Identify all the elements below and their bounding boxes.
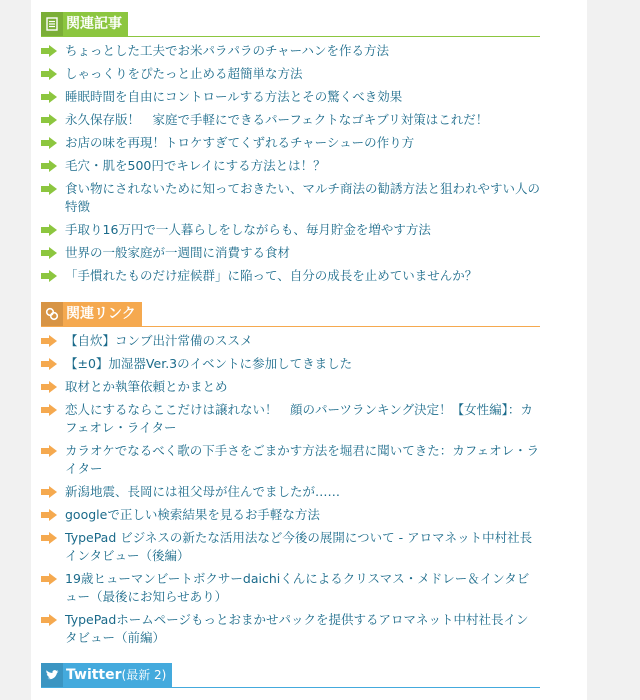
related-article-link[interactable]: 永久保存版！ 家庭で手軽にできるパーフェクトなゴキブリ対策はこれだ！	[65, 112, 489, 127]
twitter-subtitle: (最新 2)	[121, 668, 167, 682]
scrollbar-track[interactable]	[611, 0, 640, 700]
related-link-link[interactable]: 恋人にするならここだけは譲れない！ 顔のパーツランキング決定！【女性編】：カフェオレ・ライター	[65, 402, 533, 435]
related-article-link[interactable]: お店の味を再現！トロケすぎてくずれるチャーシューの作り方	[65, 135, 415, 150]
twitter-section	[41, 663, 540, 688]
arrow-bullet-icon	[41, 114, 57, 126]
related-article-item[interactable]	[41, 267, 540, 285]
arrow-bullet-icon	[41, 137, 57, 149]
arrow-bullet-icon	[41, 573, 57, 585]
related-links-tag	[41, 302, 142, 326]
arrow-bullet-icon	[41, 486, 57, 498]
related-article-link[interactable]: しゃっくりをぴたっと止める超簡単な方法	[65, 66, 303, 81]
related-link-item[interactable]	[41, 570, 540, 606]
related-article-link[interactable]: 毛穴・肌を500円でキレイにする方法とは！？	[65, 158, 326, 173]
related-articles-list	[41, 42, 540, 285]
arrow-bullet-icon	[41, 183, 57, 195]
related-article-item[interactable]	[41, 180, 540, 216]
related-link-link[interactable]: googleで正しい検索結果を見るお手軽な方法	[65, 507, 320, 522]
related-article-item[interactable]	[41, 221, 540, 239]
related-link-item[interactable]	[41, 611, 540, 647]
arrow-bullet-icon	[41, 45, 57, 57]
related-links-header	[41, 302, 540, 327]
related-article-link[interactable]: 「手慣れたものだけ症候群」に陥って、自分の成長を止めていませんか？	[65, 268, 478, 283]
related-articles-title: 関連記事	[66, 16, 122, 32]
related-link-item[interactable]	[41, 378, 540, 396]
related-link-link[interactable]: 19歳ヒューマンビートボクサーdaichiくんによるクリスマス・メドレー＆インタビュー（最後にお知らせあり）	[65, 571, 530, 604]
arrow-bullet-icon	[41, 532, 57, 544]
arrow-bullet-icon	[41, 68, 57, 80]
related-link-link[interactable]: TypePad ビジネスの新たな活用法など今後の展開について - アロマネット中村社長インタビュー（後編）	[65, 530, 533, 563]
related-article-item[interactable]	[41, 244, 540, 262]
twitter-header	[41, 663, 540, 688]
arrow-bullet-icon	[41, 509, 57, 521]
related-links-title: 関連リンク	[66, 306, 136, 322]
related-links-section	[41, 302, 540, 652]
related-article-link[interactable]: 食い物にされないために知っておきたい、マルチ商法の勧誘方法と狙われやすい人の特徴	[65, 181, 541, 214]
related-article-item[interactable]	[41, 111, 540, 129]
related-article-link[interactable]: 世界の一般家庭が一週間に消費する食材	[65, 245, 291, 260]
document-icon	[41, 12, 63, 36]
arrow-bullet-icon	[41, 247, 57, 259]
arrow-bullet-icon	[41, 445, 57, 457]
link-icon	[41, 302, 63, 326]
related-link-link[interactable]: 【±0】加湿器Ver.3のイベントに参加してきました	[65, 356, 353, 371]
related-link-item[interactable]	[41, 442, 540, 478]
related-link-link[interactable]: カラオケでなるべく歌の下手さをごまかす方法を堀君に聞いてきた：カフェオレ・ライター	[65, 443, 540, 476]
arrow-bullet-icon	[41, 404, 57, 416]
twitter-title: Twitter	[66, 667, 122, 683]
related-article-item[interactable]	[41, 88, 540, 106]
related-link-item[interactable]	[41, 332, 540, 350]
arrow-bullet-icon	[41, 381, 57, 393]
related-link-link[interactable]: TypePadホームページもっとおまかせパックを提供するアロマネット中村社長インタビュー（前編）	[65, 612, 529, 645]
arrow-bullet-icon	[41, 335, 57, 347]
related-articles-header	[41, 12, 540, 37]
related-link-item[interactable]	[41, 355, 540, 373]
related-link-item[interactable]	[41, 401, 540, 437]
related-article-item[interactable]	[41, 65, 540, 83]
arrow-bullet-icon	[41, 91, 57, 103]
related-link-link[interactable]: 【自炊】コンブ出汁常備のススメ	[65, 333, 253, 348]
arrow-bullet-icon	[41, 224, 57, 236]
twitter-tag	[41, 663, 172, 687]
related-articles-tag	[41, 12, 128, 36]
arrow-bullet-icon	[41, 614, 57, 626]
arrow-bullet-icon	[41, 270, 57, 282]
related-article-item[interactable]	[41, 157, 540, 175]
related-articles-section	[41, 12, 540, 290]
arrow-bullet-icon	[41, 160, 57, 172]
related-links-list	[41, 332, 540, 647]
related-link-link[interactable]: 取材とか執筆依頼とかまとめ	[65, 379, 228, 394]
twitter-bird-icon	[41, 663, 63, 687]
related-article-item[interactable]	[41, 134, 540, 152]
related-article-link[interactable]: 手取り16万円で一人暮らしをしながらも、毎月貯金を増やす方法	[65, 222, 431, 237]
related-link-item[interactable]	[41, 529, 540, 565]
related-article-item[interactable]	[41, 42, 540, 60]
arrow-bullet-icon	[41, 358, 57, 370]
related-article-link[interactable]: 睡眠時間を自由にコントロールする方法とその驚くべき効果	[65, 89, 403, 104]
related-link-link[interactable]: 新潟地震、長岡には祖父母が住んでましたが……	[65, 484, 341, 499]
related-article-link[interactable]: ちょっとした工夫でお米パラパラのチャーハンを作る方法	[65, 43, 390, 58]
related-link-item[interactable]	[41, 483, 540, 501]
related-link-item[interactable]	[41, 506, 540, 524]
